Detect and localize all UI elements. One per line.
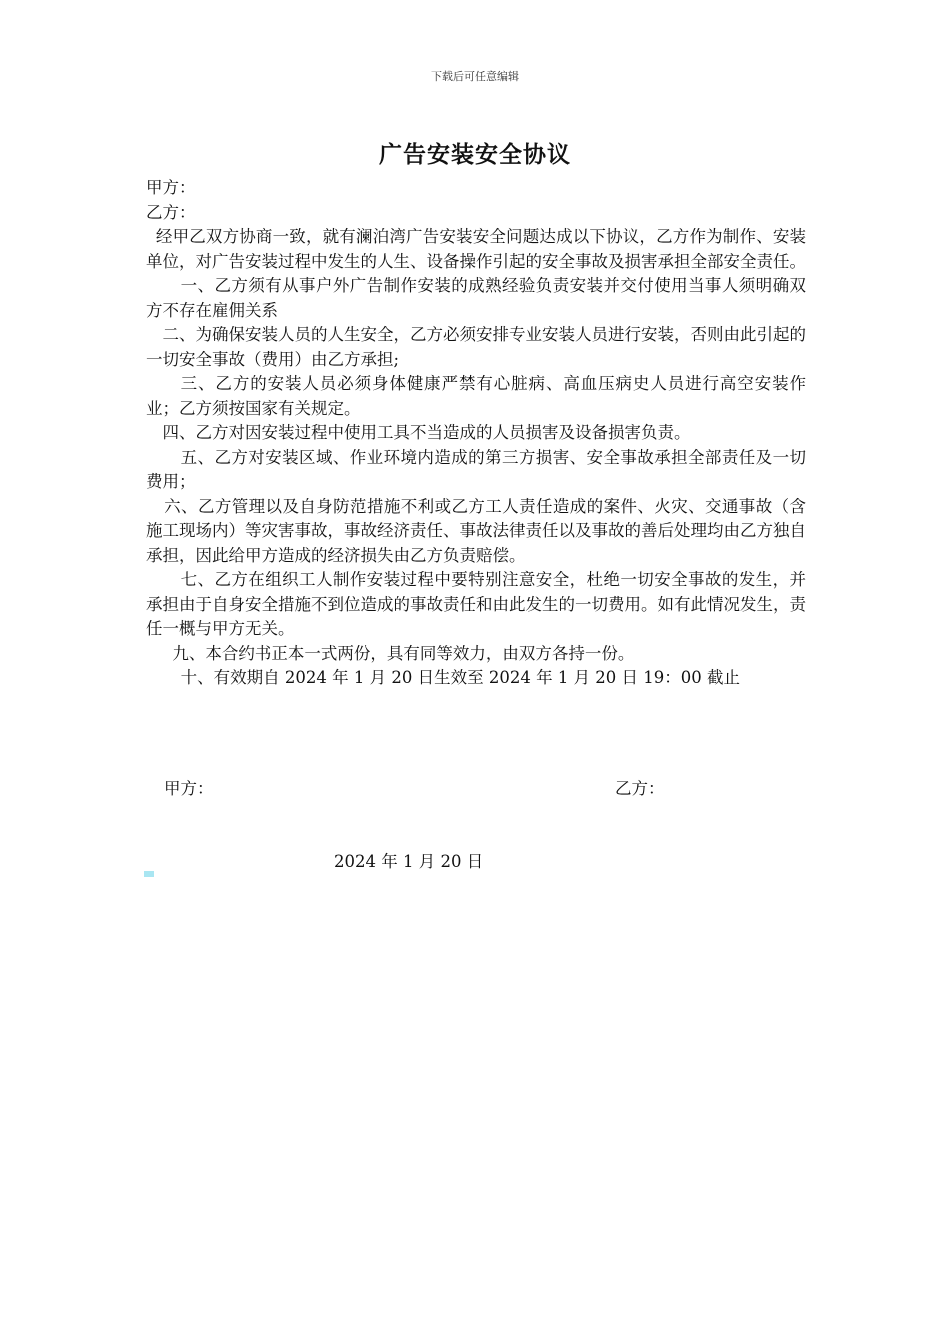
signature-party-a: 甲方：: [164, 779, 214, 798]
clause-6: 六、乙方管理以及自身防范措施不利或乙方工人责任造成的案件、火灾、交通事故（含施工现场内）等灾害事故，事故经济责任、事故法律责任以及事故的善后处理均由乙方独自承担，因此给甲方造成的经济损失由乙方负责赔偿。: [146, 496, 806, 565]
clause-2: 二、为确保安装人员的人生安全，乙方必须安排专业安装人员进行安装，否则由此引起的一切安全事故（费用）由乙方承担;: [146, 325, 806, 369]
preamble-paragraph: 经甲乙双方协商一致，就有澜泊湾广告安装安全问题达成以下协议，乙方作为制作、安装单位，对广告安装过程中发生的人生、设备操作引起的安全事故及损害承担全部安全责任。: [146, 227, 806, 271]
clause-10: 十、有效期自 2024 年 1 月 20 日生效至 2024 年 1 月 20 日 19：00 截止: [180, 668, 741, 687]
signature-date: 2024 年 1 月 20 日: [334, 852, 484, 871]
header-note: 下载后可任意编辑: [431, 70, 519, 83]
document-body: [146, 176, 806, 691]
clause-1: 一、乙方须有从事户外广告制作安装的成熟经验负责安装并交付使用当事人须明确双方不存在雇佣关系: [146, 276, 806, 320]
signature-party-b: 乙方：: [615, 779, 665, 798]
party-b-line: 乙方：: [146, 202, 196, 222]
clause-4: 四、乙方对因安装过程中使用工具不当造成的人员损害及设备损害负责。: [162, 423, 691, 442]
clause-3: 三、乙方的安装人员必须身体健康严禁有心脏病、高血压病史人员进行高空安装作业；乙方须按国家有关规定。: [146, 374, 806, 418]
clause-7: 七、乙方在组织工人制作安装过程中要特别注意安全，杜绝一切安全事故的发生，并承担由于自身安全措施不到位造成的事故责任和由此发生的一切费用。如有此情况发生，责任一概与甲方无关。: [146, 570, 806, 638]
clause-9: 九、本合约书正本一式两份，具有同等效力，由双方各持一份。: [172, 643, 635, 663]
text-cursor-marker: [144, 871, 154, 877]
document-title: 广告安装安全协议: [379, 141, 571, 168]
clause-5: 五、乙方对安装区域、作业环境内造成的第三方损害、安全事故承担全部责任及一切费用；: [146, 447, 806, 491]
party-a-line: 甲方：: [146, 178, 196, 197]
